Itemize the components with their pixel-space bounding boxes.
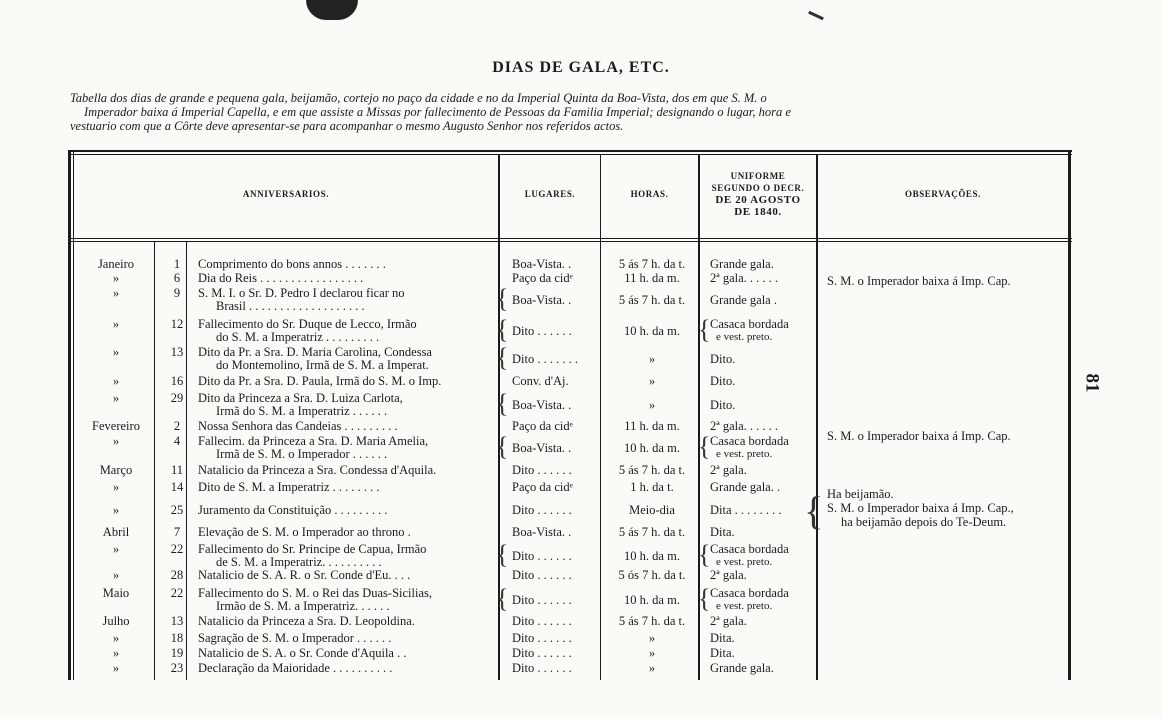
uniforme-line: Grande gala. .	[710, 480, 781, 494]
anniversario-line: Brasil . . . . . . . . . . . . . . . . . . .	[216, 299, 365, 313]
anniversario-line: de S. M. a Imperatriz. . . . . . . . . .	[216, 555, 382, 569]
cell-uniforme	[710, 662, 810, 675]
uniforme-line: Grande gala.	[710, 661, 774, 675]
cell-lugar: Dito . . . . . .	[512, 503, 572, 517]
row-brace: {	[496, 540, 509, 569]
header-uniforme-line: DE 1840.	[734, 206, 782, 218]
cell-day: 22	[170, 586, 184, 600]
anniversario-line: Fallecimento do Sr. Duque de Lecco, Irmão	[198, 317, 417, 331]
anniversario-line: Natalicio da Princeza a Sra. Condessa d'Aquila.	[198, 463, 437, 477]
intro-line: vestuario com que a Côrte deve apresentar-se para acompanhar o mesmo Augusto Senhor nos referidos actos.	[70, 119, 624, 133]
uniforme-line: Dito.	[710, 352, 736, 366]
cell-hora: 11 h. da m.	[624, 419, 680, 433]
header-anniversarios: ANNIVERSARIOS.	[242, 189, 330, 199]
cell-uniforme	[710, 258, 810, 271]
anniversario-line: Sagração de S. M. o Imperador . . . . . .	[198, 631, 392, 645]
header-uniforme-line: UNIFORME	[730, 171, 786, 181]
anniversario-line: S. M. I. o Sr. D. Pedro I declarou ficar no	[198, 286, 405, 300]
uniforme-line: Dita.	[710, 525, 735, 539]
cell-month: Abril	[102, 525, 130, 539]
cell-day: 22	[170, 542, 184, 556]
cell-uniforme	[710, 464, 810, 477]
row-brace: {	[496, 432, 509, 461]
row-brace: {	[496, 315, 509, 344]
header-horas: HORAS.	[630, 189, 669, 199]
observation-1	[827, 274, 1011, 288]
anniversario-line: Fallecim. da Princeza a Sra. D. Maria Amelia,	[198, 434, 429, 448]
cell-month: »	[112, 374, 120, 388]
anniversario-line: Declaração da Maioridade . . . . . . . . . .	[198, 661, 393, 675]
anniversario-line: Dito de S. M. a Imperatriz . . . . . . . .	[198, 480, 380, 494]
cell-hora: 1 h. da t.	[630, 480, 674, 494]
cell-hora: 5 ás 7 h. da t.	[618, 257, 686, 271]
anniversario-line: Irmã do S. M. a Imperatriz . . . . . .	[216, 404, 388, 418]
cell-day: 25	[170, 503, 184, 517]
cell-day: 28	[170, 568, 184, 582]
cell-hora: »	[648, 398, 656, 412]
header-lugares: LUGARES.	[524, 189, 576, 199]
uniforme-line: 2ª gala.	[710, 463, 747, 477]
cell-uniforme	[710, 569, 810, 582]
anniversario-line: Dito da Pr. a Sra. D. Maria Carolina, Condessa	[198, 345, 432, 359]
cell-anniversario	[198, 647, 494, 660]
anniversario-line: Natalicio de S. A. R. o Sr. Conde d'Eu. . . .	[198, 568, 411, 582]
anniversario-line: Irmão de S. M. a Imperatriz. . . . . .	[216, 599, 390, 613]
cell-month: »	[112, 271, 120, 285]
cell-lugar: Paço da cidᵉ	[512, 480, 573, 494]
cell-anniversario	[198, 375, 494, 388]
gala-table	[68, 150, 1072, 680]
cell-day: 23	[170, 661, 184, 675]
cell-day: 14	[170, 480, 184, 494]
cell-hora: 5 ós 7 h. da t.	[618, 568, 686, 582]
uniforme-line: 2ª gala. . . . . .	[710, 271, 779, 285]
observation-3	[827, 487, 1014, 529]
anniversario-line: Fallecimento do Sr. Principe de Capua, Irmão	[198, 542, 427, 556]
cell-day: 7	[173, 525, 181, 539]
cell-uniforme	[710, 543, 810, 569]
observation-line: S. M. o Imperador baixa á Imp. Cap.,	[827, 501, 1014, 515]
anniversario-line: do Montemolino, Irmã de S. M. a Imperat.	[216, 358, 429, 372]
cell-uniforme	[710, 375, 810, 388]
uniforme-line: 2ª gala. . . . . .	[710, 419, 779, 433]
observation-line: S. M. o Imperador baixa á Imp. Cap.	[827, 429, 1011, 443]
cell-month: »	[112, 568, 120, 582]
row-brace: {	[698, 584, 711, 613]
observation-line: S. M. o Imperador baixa á Imp. Cap.	[827, 274, 1011, 288]
cell-hora: »	[648, 661, 656, 675]
cell-lugar: Dito . . . . . .	[512, 568, 572, 582]
anniversario-line: Natalicio da Princeza a Sra. D. Leopoldina.	[198, 614, 415, 628]
cell-anniversario	[198, 346, 494, 372]
cell-month: »	[112, 503, 120, 517]
ink-mark	[808, 11, 824, 20]
table-border-right	[1068, 150, 1071, 680]
cell-anniversario	[198, 543, 494, 569]
cell-lugar: Dito . . . . . .	[512, 593, 572, 607]
anniversario-line: Comprimento do bons annos . . . . . . .	[198, 257, 386, 271]
uniforme-line: Dita . . . . . . . .	[710, 503, 782, 517]
cell-day: 29	[170, 391, 184, 405]
cell-day: 2	[173, 419, 181, 433]
uniforme-line: Casaca bordada	[710, 542, 789, 556]
anniversario-line: Elevação de S. M. o Imperador ao throno .	[198, 525, 411, 539]
uniforme-line: e vest. preto.	[716, 556, 773, 568]
observation-line: Ha beijamão.	[827, 487, 894, 501]
header-uniforme	[700, 150, 816, 238]
cell-month: »	[112, 646, 120, 660]
anniversario-line: Natalicio de S. A. o Sr. Conde d'Aquila . .	[198, 646, 407, 660]
cell-lugar: Dito . . . . . .	[512, 646, 572, 660]
row-brace: {	[496, 284, 509, 313]
anniversario-line: Dito da Princeza a Sra. D. Luiza Carlota,	[198, 391, 403, 405]
cell-day: 13	[170, 345, 184, 359]
cell-day: 11	[170, 463, 184, 477]
anniversario-line: Irmã de S. M. o Imperador . . . . . .	[216, 447, 388, 461]
cell-hora: Meio-dia	[629, 503, 675, 517]
cell-uniforme	[710, 294, 810, 307]
row-brace: {	[698, 540, 711, 569]
cell-lugar: Dito . . . . . .	[512, 631, 572, 645]
uniforme-line: Casaca bordada	[710, 586, 789, 600]
uniforme-line: Casaca bordada	[710, 317, 789, 331]
ink-blot	[306, 0, 358, 20]
uniforme-line: e vest. preto.	[716, 600, 773, 612]
cell-month: Março	[99, 463, 133, 477]
cell-month: Fevereiro	[92, 419, 140, 433]
uniforme-line: 2ª gala.	[710, 568, 747, 582]
cell-lugar: Dito . . . . . .	[512, 549, 572, 563]
cell-hora: 5 ás 7 h. da t.	[618, 525, 686, 539]
header-uniforme-line: SEGUNDO O DECR.	[711, 183, 805, 193]
cell-day: 9	[173, 286, 181, 300]
cell-hora: »	[648, 374, 656, 388]
row-brace: {	[698, 315, 711, 344]
uniforme-line: Grande gala .	[710, 293, 777, 307]
table-border-left	[68, 150, 71, 680]
uniforme-line: Dita.	[710, 631, 735, 645]
cell-day: 12	[170, 317, 184, 331]
cell-lugar: Conv. d'Aj.	[512, 374, 569, 388]
cell-lugar: Paço da cidᵉ	[512, 271, 573, 285]
row-brace: {	[496, 343, 509, 372]
page-title: DIAS DE GALA, ETC.	[492, 59, 670, 76]
header-rule-inner	[68, 241, 1072, 242]
cell-hora: 11 h. da m.	[624, 271, 680, 285]
header-rule	[68, 238, 1072, 239]
cell-month: Janeiro	[97, 257, 135, 271]
cell-day: 1	[173, 257, 181, 271]
uniforme-line: 2ª gala.	[710, 614, 747, 628]
cell-day: 13	[170, 614, 184, 628]
cell-anniversario	[198, 420, 494, 433]
anniversario-line: Dito da Pr. a Sra. D. Paula, Irmã do S. M. o Imp.	[198, 374, 442, 388]
cell-lugar: Paço da cidᵉ	[512, 419, 573, 433]
uniforme-line: Casaca bordada	[710, 434, 789, 448]
cell-anniversario	[198, 481, 494, 494]
observation-line: ha beijamão depois do Te-Deum.	[841, 515, 1007, 529]
cell-anniversario	[198, 632, 494, 645]
cell-lugar: Boa-Vista. .	[512, 257, 572, 271]
cell-hora: 10 h. da m.	[624, 324, 680, 338]
intro-paragraph	[70, 91, 1120, 133]
cell-lugar: Boa-Vista. .	[512, 525, 572, 539]
cell-month: »	[112, 434, 120, 448]
cell-uniforme	[710, 647, 810, 660]
cell-anniversario	[198, 464, 494, 477]
cell-month: Maio	[102, 586, 130, 600]
cell-month: »	[112, 631, 120, 645]
anniversario-line: Fallecimento do S. M. o Rei das Duas-Sicilias,	[198, 586, 433, 600]
cell-anniversario	[198, 435, 494, 461]
cell-hora: 10 h. da m.	[624, 593, 680, 607]
cell-month: »	[112, 345, 120, 359]
cell-lugar: Boa-Vista. .	[512, 293, 572, 307]
cell-anniversario	[198, 258, 494, 271]
cell-uniforme	[710, 399, 810, 412]
cell-day: 4	[173, 434, 181, 448]
row-brace: {	[496, 584, 509, 613]
cell-uniforme	[710, 353, 810, 366]
observation-brace: {	[804, 488, 824, 533]
cell-hora: »	[648, 631, 656, 645]
cell-uniforme	[710, 272, 810, 285]
header-uniforme-line: DE 20 AGOSTO	[715, 194, 801, 206]
page-number: 81	[1081, 373, 1103, 393]
cell-hora: 10 h. da m.	[624, 549, 680, 563]
cell-lugar: Boa-Vista. .	[512, 398, 572, 412]
cell-uniforme	[710, 615, 810, 628]
cell-lugar: Dito . . . . . .	[512, 614, 572, 628]
cell-hora: »	[648, 646, 656, 660]
row-brace: {	[496, 389, 509, 418]
intro-line: Imperador baixa á Imperial Capella, e em que assiste a Missas por fallecimento de Pessoas da Familia Imperial; designando o lugar, hora e	[84, 105, 791, 119]
cell-anniversario	[198, 615, 494, 628]
cell-uniforme	[710, 435, 810, 461]
cell-month: Julho	[102, 614, 130, 628]
cell-day: 19	[170, 646, 184, 660]
cell-uniforme	[710, 587, 810, 613]
cell-uniforme	[710, 632, 810, 645]
anniversario-line: Juramento da Constituição . . . . . . . . .	[198, 503, 388, 517]
cell-hora: 10 h. da m.	[624, 441, 680, 455]
cell-lugar: Dito . . . . . .	[512, 463, 572, 477]
cell-lugar: Boa-Vista. .	[512, 441, 572, 455]
uniforme-line: Dito.	[710, 374, 736, 388]
observation-2	[827, 429, 1011, 443]
cell-anniversario	[198, 587, 494, 613]
cell-anniversario	[198, 392, 494, 418]
cell-uniforme	[710, 318, 810, 344]
row-brace: {	[698, 432, 711, 461]
cell-lugar: Dito . . . . . . .	[512, 352, 578, 366]
cell-hora: 5 ás 7 h. da t.	[618, 463, 686, 477]
cell-day: 18	[170, 631, 184, 645]
uniforme-line: Grande gala.	[710, 257, 774, 271]
cell-anniversario	[198, 569, 494, 582]
cell-hora: »	[648, 352, 656, 366]
cell-hora: 5 ás 7 h. da t.	[618, 293, 686, 307]
cell-month: »	[112, 317, 120, 331]
cell-anniversario	[198, 318, 494, 344]
uniforme-line: e vest. preto.	[716, 331, 773, 343]
cell-uniforme	[710, 526, 810, 539]
cell-anniversario	[198, 272, 494, 285]
cell-uniforme	[710, 420, 810, 433]
cell-hora: 5 ás 7 h. da t.	[618, 614, 686, 628]
cell-anniversario	[198, 662, 494, 675]
cell-lugar: Dito . . . . . .	[512, 324, 572, 338]
cell-uniforme	[710, 481, 810, 494]
cell-uniforme	[710, 504, 810, 517]
intro-line: Tabella dos dias de grande e pequena gala, beijamão, cortejo no paço da cidade e no da Imperial Quinta da Boa-Vista, dos em que S. M. o	[70, 91, 767, 105]
cell-day: 16	[170, 374, 184, 388]
cell-day: 6	[173, 271, 181, 285]
uniforme-line: Dito.	[710, 398, 736, 412]
anniversario-line: Dia do Reis . . . . . . . . . . . . . . . . .	[198, 271, 364, 285]
cell-month: »	[112, 286, 120, 300]
anniversario-line: Nossa Senhora das Candeias . . . . . . . . .	[198, 419, 398, 433]
cell-month: »	[112, 661, 120, 675]
cell-month: »	[112, 480, 120, 494]
cell-month: »	[112, 542, 120, 556]
cell-anniversario	[198, 287, 494, 313]
uniforme-line: Dita.	[710, 646, 735, 660]
cell-lugar: Dito . . . . . .	[512, 661, 572, 675]
cell-anniversario	[198, 526, 494, 539]
uniforme-line: e vest. preto.	[716, 448, 773, 460]
cell-anniversario	[198, 504, 494, 517]
anniversario-line: do S. M. a Imperatriz . . . . . . . . .	[216, 330, 380, 344]
cell-month: »	[112, 391, 120, 405]
header-observacoes: OBSERVAÇÕES.	[905, 189, 981, 199]
